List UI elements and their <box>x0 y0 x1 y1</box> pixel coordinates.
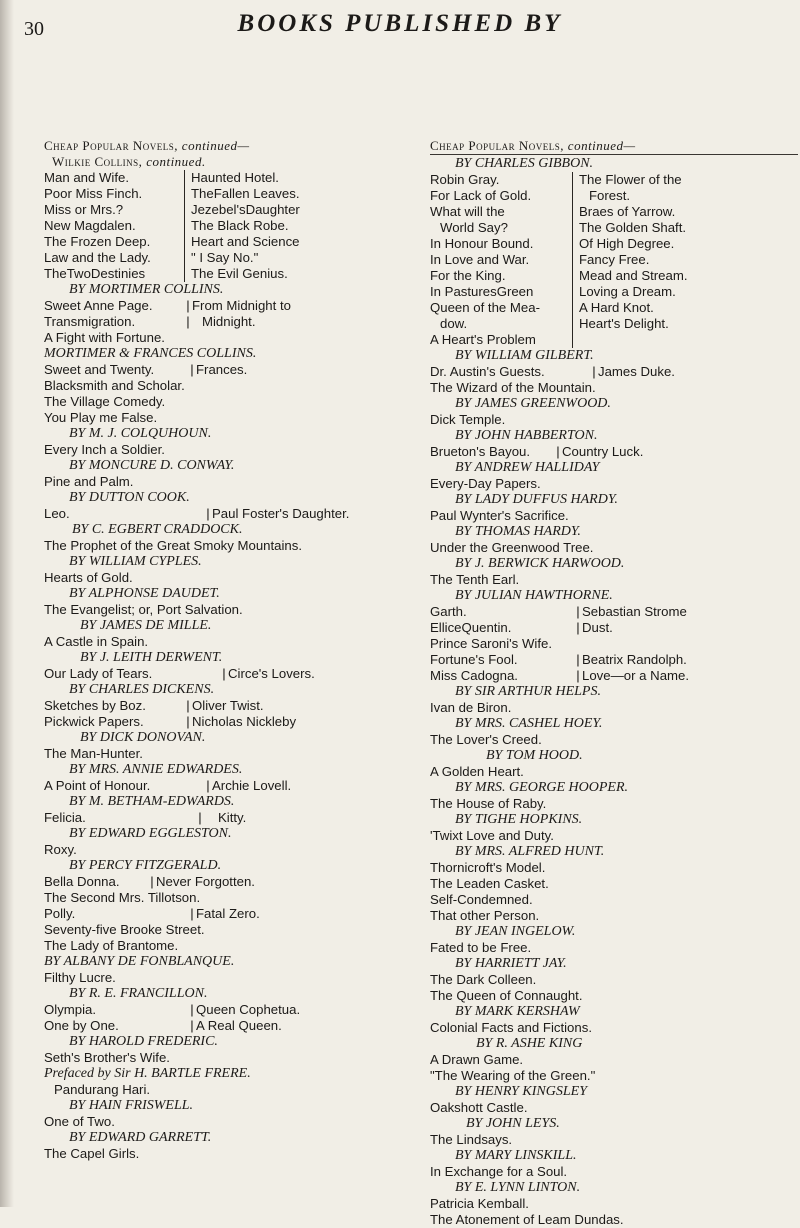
author-heading: BY R. E. FRANCILLON. <box>69 986 208 1001</box>
book-title: ElliceQuentin. <box>430 620 512 635</box>
book-title: Jezebel'sDaughter <box>191 202 300 217</box>
book-title: James Duke. <box>598 364 675 379</box>
book-title: dow. <box>440 316 468 331</box>
book-title: For the King. <box>430 268 506 283</box>
book-title: Forest. <box>589 188 631 203</box>
book-title: Man and Wife. <box>44 170 130 185</box>
author-heading: BY DICK DONOVAN. <box>80 730 206 745</box>
book-title: Beatrix Randolph. <box>582 652 687 667</box>
book-title: A Hard Knot. <box>579 300 654 315</box>
book-title: The Wizard of the Mountain. <box>430 380 596 395</box>
book-title: Paul Wynter's Sacrifice. <box>430 508 569 523</box>
gibbon-titles-block <box>430 172 798 348</box>
book-title: In Honour Bound. <box>430 236 534 251</box>
book-title-pair: Polly. | Fatal Zero. <box>44 906 412 922</box>
book-title: Thornicroft's Model. <box>430 860 546 875</box>
book-title: The Flower of the <box>579 172 682 187</box>
book-title: The Golden Shaft. <box>579 220 687 235</box>
book-title: Pine and Palm. <box>44 474 134 489</box>
book-title: The Tenth Earl. <box>430 572 520 587</box>
book-title: Miss Cadogna. <box>430 668 518 683</box>
author-heading: BY M. J. COLQUHOUN. <box>69 426 212 441</box>
book-title: That other Person. <box>430 908 540 923</box>
book-title-pair: Felicia. | Kitty. <box>44 810 412 826</box>
book-title: Brueton's Bayou. <box>430 444 531 459</box>
page-edge-shadow <box>0 0 14 1207</box>
author-heading: BY ANDREW HALLIDAY <box>455 460 600 475</box>
book-title: Dust. <box>582 620 613 635</box>
book-title: Heart and Science <box>191 234 300 249</box>
book-title: Queen Cophetua. <box>196 1002 301 1017</box>
book-title: Olympia. <box>44 1002 97 1017</box>
book-title-pair: Olympia. | Queen Cophetua. <box>44 1002 412 1018</box>
author-heading: BY CHARLES GIBBON. <box>455 156 594 171</box>
author-heading: BY J. LEITH DERWENT. <box>80 650 223 665</box>
book-title: Under the Greenwood Tree. <box>430 540 594 555</box>
book-title: In PasturesGreen <box>430 284 534 299</box>
book-title: The Dark Colleen. <box>430 972 537 987</box>
book-title-pair: One by One. | A Real Queen. <box>44 1018 412 1034</box>
section-header-continued: continued— <box>181 138 250 153</box>
book-title-pair: ElliceQuentin. | Dust. <box>430 620 798 636</box>
author-heading: BY MRS. CASHEL HOEY. <box>455 716 603 731</box>
book-title: The Second Mrs. Tillotson. <box>44 890 201 905</box>
book-title: The Atonement of Leam Dundas. <box>430 1212 624 1227</box>
author-heading: BY J. BERWICK HARWOOD. <box>455 556 625 571</box>
author-heading: BY WILLIAM CYPLES. <box>69 554 202 569</box>
book-title: Miss or Mrs.? <box>44 202 124 217</box>
book-title: Leo. <box>44 506 70 521</box>
section-header <box>430 138 798 154</box>
author-heading: BY R. ASHE KING <box>476 1036 583 1051</box>
book-title: Every Inch a Soldier. <box>44 442 165 457</box>
book-title: 'Twixt Love and Duty. <box>430 828 554 843</box>
section-header <box>44 138 412 154</box>
book-title: The Leaden Casket. <box>430 876 549 891</box>
book-title: A Drawn Game. <box>430 1052 524 1067</box>
book-title: Kitty. <box>218 810 247 825</box>
column-divider <box>184 170 185 282</box>
book-title: Hearts of Gold. <box>44 570 133 585</box>
book-title: The Black Robe. <box>191 218 289 233</box>
book-title: The Evangelist; or, Port Salvation. <box>44 602 243 617</box>
book-title: World Say? <box>440 220 508 235</box>
book-title: A Heart's Problem <box>430 332 536 347</box>
book-title: Country Luck. <box>562 444 644 459</box>
book-title: The Man-Hunter. <box>44 746 143 761</box>
author-heading: BY SIR ARTHUR HELPS. <box>455 684 601 699</box>
author-heading: BY MONCURE D. CONWAY. <box>69 458 235 473</box>
book-title: The Lady of Brantome. <box>44 938 179 953</box>
book-title-pair: Dr. Austin's Guests. | James Duke. <box>430 364 798 380</box>
book-title: Filthy Lucre. <box>44 970 116 985</box>
author-heading: BY JOHN LEYS. <box>466 1116 560 1131</box>
book-title-pair: Pickwick Papers. | Nicholas Nickleby <box>44 714 412 730</box>
book-title-pair: Miss Cadogna. | Love—or a Name. <box>430 668 798 684</box>
book-title: Heart's Delight. <box>579 316 669 331</box>
book-title: The Evil Genius. <box>191 266 288 281</box>
book-title: The Village Comedy. <box>44 394 166 409</box>
author-heading: BY E. LYNN LINTON. <box>455 1180 581 1195</box>
book-title: Queen of the Mea- <box>430 300 540 315</box>
author-heading: BY MRS. ALFRED HUNT. <box>455 844 605 859</box>
book-title: One by One. <box>44 1018 119 1033</box>
subheader-continued: continued. <box>146 154 206 169</box>
book-title-pair: Leo. | Paul Foster's Daughter. <box>44 506 412 522</box>
author-heading: BY ALBANY DE FONBLANQUE. <box>44 954 235 969</box>
book-title-pair: Brueton's Bayou. | Country Luck. <box>430 444 798 460</box>
author-heading: BY MRS. GEORGE HOOPER. <box>455 780 629 795</box>
book-title: Love—or a Name. <box>582 668 690 683</box>
author-heading: BY MRS. ANNIE EDWARDES. <box>69 762 243 777</box>
book-title: Paul Foster's Daughter. <box>212 506 350 521</box>
book-title: Transmigration. <box>44 314 136 329</box>
book-title: Seth's Brother's Wife. <box>44 1050 170 1065</box>
section-header-main: Cheap Popular Novels, <box>430 138 565 153</box>
section-header-continued: continued— <box>567 138 636 153</box>
book-title: Every-Day Papers. <box>430 476 541 491</box>
book-title: Never Forgotten. <box>156 874 255 889</box>
book-title: Sweet and Twenty. <box>44 362 155 377</box>
book-title: The Capel Girls. <box>44 1146 140 1161</box>
running-head: BOOKS PUBLISHED BY <box>237 10 563 37</box>
author-heading: BY M. BETHAM-EDWARDS. <box>69 794 235 809</box>
author-heading: BY HAROLD FREDERIC. <box>69 1034 218 1049</box>
book-title: Poor Miss Finch. <box>44 186 143 201</box>
book-title: Prince Saroni's Wife. <box>430 636 552 651</box>
book-title: Our Lady of Tears. <box>44 666 153 681</box>
book-title: Fated to be Free. <box>430 940 532 955</box>
author-heading: BY DUTTON COOK. <box>69 490 190 505</box>
book-title: For Lack of Gold. <box>430 188 532 203</box>
book-title: A Fight with Fortune. <box>44 330 165 345</box>
author-heading: BY LADY DUFFUS HARDY. <box>455 492 618 507</box>
book-title: Patricia Kemball. <box>430 1196 529 1211</box>
header-rule <box>430 154 798 155</box>
book-title-pair: Garth. | Sebastian Strome <box>430 604 798 620</box>
book-title-pair: Sketches by Boz. | Oliver Twist. <box>44 698 412 714</box>
book-title: Colonial Facts and Fictions. <box>430 1020 592 1035</box>
book-title: Nicholas Nickleby <box>192 714 297 729</box>
book-title: Fatal Zero. <box>196 906 260 921</box>
book-title: Fortune's Fool. <box>430 652 518 667</box>
book-title: The Lindsays. <box>430 1132 513 1147</box>
book-title-pair: Sweet Anne Page. | From Midnight to <box>44 298 412 314</box>
author-heading: BY PERCY FITZGERALD. <box>69 858 222 873</box>
book-title: The Prophet of the Great Smoky Mountains. <box>44 538 303 553</box>
book-title-pair: Sweet and Twenty. | Frances. <box>44 362 412 378</box>
book-title: What will the <box>430 204 505 219</box>
book-title: A Golden Heart. <box>430 764 524 779</box>
book-title: Felicia. <box>44 810 86 825</box>
author-heading: BY HENRY KINGSLEY <box>455 1084 587 1099</box>
author-heading: MORTIMER & FRANCES COLLINS. <box>44 346 257 361</box>
author-heading: BY ALPHONSE DAUDET. <box>69 586 220 601</box>
book-title: Garth. <box>430 604 467 619</box>
book-title: The Queen of Connaught. <box>430 988 583 1003</box>
author-heading: BY C. EGBERT CRADDOCK. <box>72 522 243 537</box>
right-column <box>430 138 798 1228</box>
book-title: Sweet Anne Page. <box>44 298 153 313</box>
left-column <box>44 138 412 1162</box>
book-title: Sketches by Boz. <box>44 698 146 713</box>
author-heading: BY WILLIAM GILBERT. <box>455 348 594 363</box>
book-title-pair: Fortune's Fool. | Beatrix Randolph. <box>430 652 798 668</box>
book-title-pair: Bella Donna. | Never Forgotten. <box>44 874 412 890</box>
book-title: You Play me False. <box>44 410 158 425</box>
book-title: Frances. <box>196 362 248 377</box>
book-title: Haunted Hotel. <box>191 170 279 185</box>
author-heading: BY JULIAN HAWTHORNE. <box>455 588 613 603</box>
book-title: Law and the Lady. <box>44 250 151 265</box>
book-title: Ivan de Biron. <box>430 700 512 715</box>
book-title: Archie Lovell. <box>212 778 292 793</box>
author-heading: BY MARY LINSKILL. <box>455 1148 577 1163</box>
book-title: TheFallen Leaves. <box>191 186 300 201</box>
author-heading: BY CHARLES DICKENS. <box>69 682 215 697</box>
book-title: Braes of Yarrow. <box>579 204 676 219</box>
column-divider <box>572 172 573 348</box>
book-title: "The Wearing of the Green." <box>430 1068 596 1083</box>
author-heading: BY MARK KERSHAW <box>455 1004 580 1019</box>
author-heading: BY JEAN INGELOW. <box>455 924 576 939</box>
author-heading: BY THOMAS HARDY. <box>455 524 581 539</box>
book-title-pair: A Point of Honour. | Archie Lovell. <box>44 778 412 794</box>
book-title: Oakshott Castle. <box>430 1100 528 1115</box>
author-heading: BY JAMES GREENWOOD. <box>455 396 611 411</box>
book-title-pair: Our Lady of Tears. | Circe's Lovers. <box>44 666 412 682</box>
book-title: Bella Donna. <box>44 874 120 889</box>
author-heading: BY HAIN FRISWELL. <box>69 1098 194 1113</box>
book-title: Midnight. <box>202 314 256 329</box>
book-title: Blacksmith and Scholar. <box>44 378 185 393</box>
collins-titles-block <box>44 170 412 282</box>
book-title: Mead and Stream. <box>579 268 688 283</box>
book-title: " I Say No." <box>191 250 259 265</box>
book-title: Circe's Lovers. <box>228 666 315 681</box>
book-title: In Exchange for a Soul. <box>430 1164 568 1179</box>
book-title: One of Two. <box>44 1114 115 1129</box>
section-header-main: Cheap Popular Novels, <box>44 138 179 153</box>
book-title: Self-Condemned. <box>430 892 533 907</box>
book-title: A Point of Honour. <box>44 778 151 793</box>
book-title: TheTwoDestinies <box>44 266 146 281</box>
book-title: Polly. <box>44 906 76 921</box>
page-number: 30 <box>24 18 44 40</box>
author-heading: BY TIGHE HOPKINS. <box>455 812 583 827</box>
book-title: Fancy Free. <box>579 252 650 267</box>
author-subheader <box>44 154 412 170</box>
book-title: Loving a Dream. <box>579 284 676 299</box>
book-title: A Real Queen. <box>196 1018 282 1033</box>
book-title: Pickwick Papers. <box>44 714 144 729</box>
author-heading: BY HARRIETT JAY. <box>455 956 567 971</box>
book-title: Of High Degree. <box>579 236 675 251</box>
book-title: The Lover's Creed. <box>430 732 542 747</box>
book-title: The House of Raby. <box>430 796 547 811</box>
book-title-pair: Transmigration. | Midnight. <box>44 314 412 330</box>
book-title: The Frozen Deep. <box>44 234 151 249</box>
book-title: Roxy. <box>44 842 77 857</box>
author-heading: Prefaced by Sir H. BARTLE FRERE. <box>44 1066 251 1081</box>
book-title: Pandurang Hari. <box>54 1082 151 1097</box>
book-title: Sebastian Strome <box>582 604 687 619</box>
author-heading: BY JOHN HABBERTON. <box>455 428 598 443</box>
author-heading: BY JAMES DE MILLE. <box>80 618 212 633</box>
book-title: From Midnight to <box>192 298 291 313</box>
author-heading: BY EDWARD EGGLESTON. <box>69 826 232 841</box>
page-header <box>0 10 800 50</box>
author-heading: BY TOM HOOD. <box>486 748 583 763</box>
book-title: Robin Gray. <box>430 172 500 187</box>
book-title: Dr. Austin's Guests. <box>430 364 545 379</box>
book-title: A Castle in Spain. <box>44 634 149 649</box>
author-heading: BY EDWARD GARRETT. <box>69 1130 212 1145</box>
author-heading: BY MORTIMER COLLINS. <box>69 282 224 297</box>
book-title: New Magdalen. <box>44 218 136 233</box>
book-title: Oliver Twist. <box>192 698 264 713</box>
book-title: Seventy-five Brooke Street. <box>44 922 205 937</box>
book-title: Dick Temple. <box>430 412 506 427</box>
subheader-main: Wilkie Collins, <box>52 154 143 169</box>
book-title: In Love and War. <box>430 252 530 267</box>
